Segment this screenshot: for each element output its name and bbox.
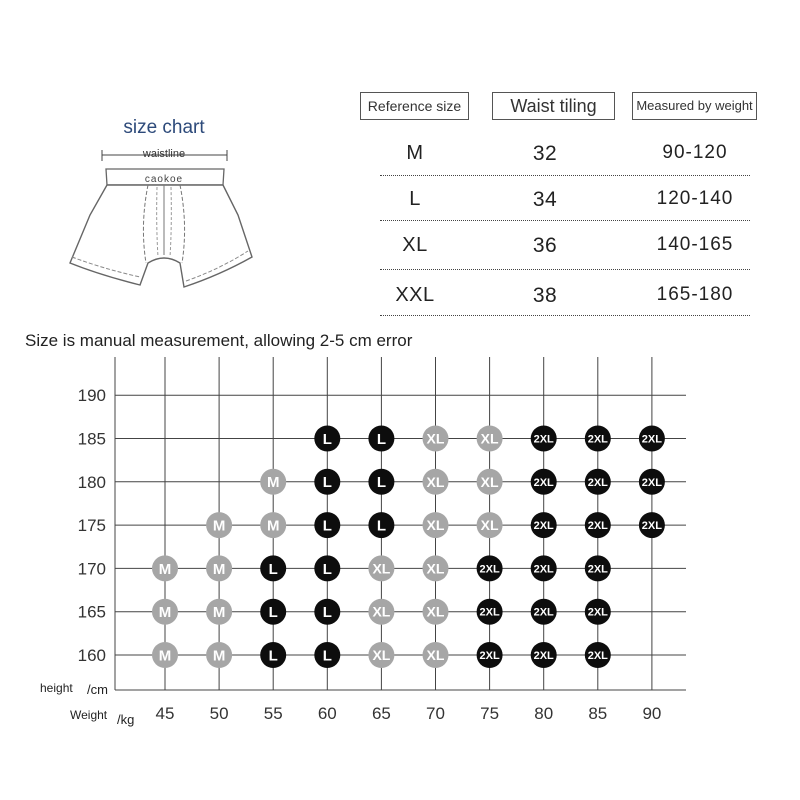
size-cell: L (409, 188, 421, 210)
x-tick-label: 80 (534, 704, 554, 723)
size-mark-label: 2XL (479, 563, 500, 576)
size-mark-label: 2XL (533, 649, 554, 662)
size-mark-m (152, 599, 178, 625)
waistline-label: waistline (142, 148, 186, 160)
measured-by-weight-header: Measured by weight (632, 92, 757, 120)
size-mark-m (260, 512, 286, 538)
size-cell: XXL (395, 284, 435, 306)
size-chart-title: size chart (123, 117, 205, 138)
reference-size-header: Reference size (360, 92, 469, 120)
size-mark-label: XL (372, 603, 391, 620)
size-mark-2xl (585, 555, 611, 581)
size-mark-label: XL (426, 603, 445, 620)
y-axis-title: height (40, 681, 73, 695)
y-tick-label: 180 (77, 472, 106, 492)
size-mark-label: 2XL (641, 520, 662, 533)
size-mark-label: L (322, 517, 332, 535)
size-mark-2xl (585, 642, 611, 668)
size-mark-label: 2XL (479, 649, 500, 662)
size-mark-label: XL (426, 473, 445, 490)
x-tick-label: 70 (426, 704, 445, 723)
size-mark-xl (477, 469, 503, 495)
size-mark-m (206, 599, 232, 625)
waist-cell: 38 (532, 284, 558, 307)
size-mark-2xl (585, 599, 611, 625)
size-mark-label: L (322, 604, 332, 622)
size-mark-label: 2XL (587, 476, 608, 489)
size-mark-label: 2XL (533, 606, 554, 619)
size-mark-l (260, 642, 286, 668)
size-mark-l (314, 642, 340, 668)
size-mark-l (314, 599, 340, 625)
size-mark-label: L (322, 430, 332, 448)
size-marks (152, 426, 665, 669)
size-mark-m (260, 469, 286, 495)
y-tick-label: 190 (77, 386, 106, 406)
size-mark-label: XL (426, 647, 445, 664)
size-cell: XL (402, 234, 428, 256)
size-mark-m (206, 642, 232, 668)
x-tick-label: 45 (155, 704, 175, 723)
size-mark-label: 2XL (641, 476, 662, 489)
size-mark-2xl (477, 599, 503, 625)
size-mark-label: L (376, 474, 386, 492)
size-mark-2xl (531, 599, 557, 625)
size-mark-label: XL (372, 560, 391, 577)
size-mark-l (260, 599, 286, 625)
size-mark-label: 2XL (533, 433, 554, 446)
size-mark-label: 2XL (587, 606, 608, 619)
size-mark-2xl (585, 469, 611, 495)
weight-range-cell: 165-180 (656, 284, 734, 305)
size-mark-2xl (531, 642, 557, 668)
size-mark-label: L (268, 604, 278, 622)
size-mark-xl (423, 642, 449, 668)
size-mark-l (368, 469, 394, 495)
size-mark-xl (368, 642, 394, 668)
size-mark-2xl (639, 469, 665, 495)
size-mark-m (152, 642, 178, 668)
size-mark-label: L (376, 517, 386, 535)
weight-range-cell: 140-165 (656, 234, 734, 255)
size-mark-label: M (158, 560, 172, 578)
x-axis-title: Weight (70, 708, 108, 722)
size-mark-m (206, 512, 232, 538)
size-mark-label: L (322, 560, 332, 578)
size-mark-label: XL (372, 647, 391, 664)
size-mark-xl (423, 599, 449, 625)
size-mark-label: M (212, 604, 226, 622)
size-mark-xl (423, 555, 449, 581)
x-tick-label: 85 (588, 704, 608, 723)
size-mark-xl (477, 512, 503, 538)
size-mark-2xl (477, 555, 503, 581)
size-mark-label: XL (426, 430, 445, 447)
weight-range-cell: 90-120 (662, 142, 728, 163)
size-mark-2xl (531, 426, 557, 452)
size-mark-label: XL (480, 430, 499, 447)
x-tick-label: 65 (371, 704, 391, 723)
size-mark-label: 2XL (587, 649, 608, 662)
waist-cell: 36 (532, 234, 558, 257)
size-mark-label: L (376, 430, 386, 448)
size-mark-label: 2XL (533, 520, 554, 533)
size-mark-label: 2XL (587, 520, 608, 533)
size-mark-label: XL (480, 473, 499, 490)
size-mark-label: XL (480, 517, 499, 534)
size-mark-l (368, 426, 394, 452)
brand-label: caokoe (144, 174, 184, 185)
x-tick-label: 90 (642, 704, 662, 723)
y-tick-label: 185 (77, 429, 106, 449)
x-tick-label: 75 (480, 704, 500, 723)
waist-tiling-header: Waist tiling (492, 92, 615, 120)
size-mark-l (314, 426, 340, 452)
size-mark-label: M (266, 517, 280, 535)
size-mark-label: L (322, 474, 332, 492)
x-axis-unit: /kg (117, 712, 135, 727)
size-mark-xl (477, 426, 503, 452)
size-mark-label: M (266, 474, 280, 492)
size-mark-label: L (268, 647, 278, 665)
size-mark-label: L (322, 647, 332, 665)
size-mark-m (152, 555, 178, 581)
x-tick-label: 55 (263, 704, 283, 723)
size-mark-label: M (212, 560, 226, 578)
size-mark-label: 2XL (533, 563, 554, 576)
size-mark-l (260, 555, 286, 581)
measurement-note: Size is manual measurement, allowing 2-5 cm error (25, 331, 413, 350)
size-mark-2xl (477, 642, 503, 668)
size-mark-2xl (531, 555, 557, 581)
size-mark-2xl (639, 512, 665, 538)
size-mark-label: M (158, 604, 172, 622)
size-mark-m (206, 555, 232, 581)
size-mark-xl (368, 599, 394, 625)
y-tick-label: 160 (77, 646, 106, 665)
size-mark-label: M (212, 517, 226, 535)
size-mark-xl (423, 469, 449, 495)
size-mark-2xl (531, 469, 557, 495)
size-mark-l (314, 555, 340, 581)
size-mark-l (314, 469, 340, 495)
y-tick-label: 175 (77, 516, 106, 536)
size-mark-2xl (639, 426, 665, 452)
waist-cell: 34 (532, 188, 558, 211)
axis-titles (40, 681, 134, 727)
weight-range-cell: 120-140 (656, 188, 734, 209)
size-mark-label: 2XL (479, 606, 500, 619)
size-mark-label: XL (426, 517, 445, 534)
size-mark-2xl (585, 426, 611, 452)
size-cell: M (406, 142, 424, 164)
y-tick-label: 165 (77, 602, 106, 622)
size-mark-xl (423, 426, 449, 452)
waist-cell: 32 (532, 142, 558, 165)
size-mark-label: 2XL (587, 433, 608, 446)
size-mark-label: XL (426, 560, 445, 577)
x-tick-label: 60 (317, 704, 337, 723)
size-mark-label: 2XL (641, 433, 662, 446)
x-tick-label: 50 (209, 704, 229, 723)
size-mark-label: 2XL (587, 563, 608, 576)
size-mark-label: M (158, 647, 172, 665)
y-axis-unit: /cm (87, 682, 108, 697)
size-mark-xl (423, 512, 449, 538)
size-mark-l (368, 512, 394, 538)
size-mark-2xl (531, 512, 557, 538)
size-mark-2xl (585, 512, 611, 538)
size-mark-label: L (268, 560, 278, 578)
size-mark-label: M (212, 647, 226, 665)
size-mark-label: 2XL (533, 476, 554, 489)
size-mark-l (314, 512, 340, 538)
y-tick-label: 170 (77, 559, 106, 579)
size-mark-xl (368, 555, 394, 581)
